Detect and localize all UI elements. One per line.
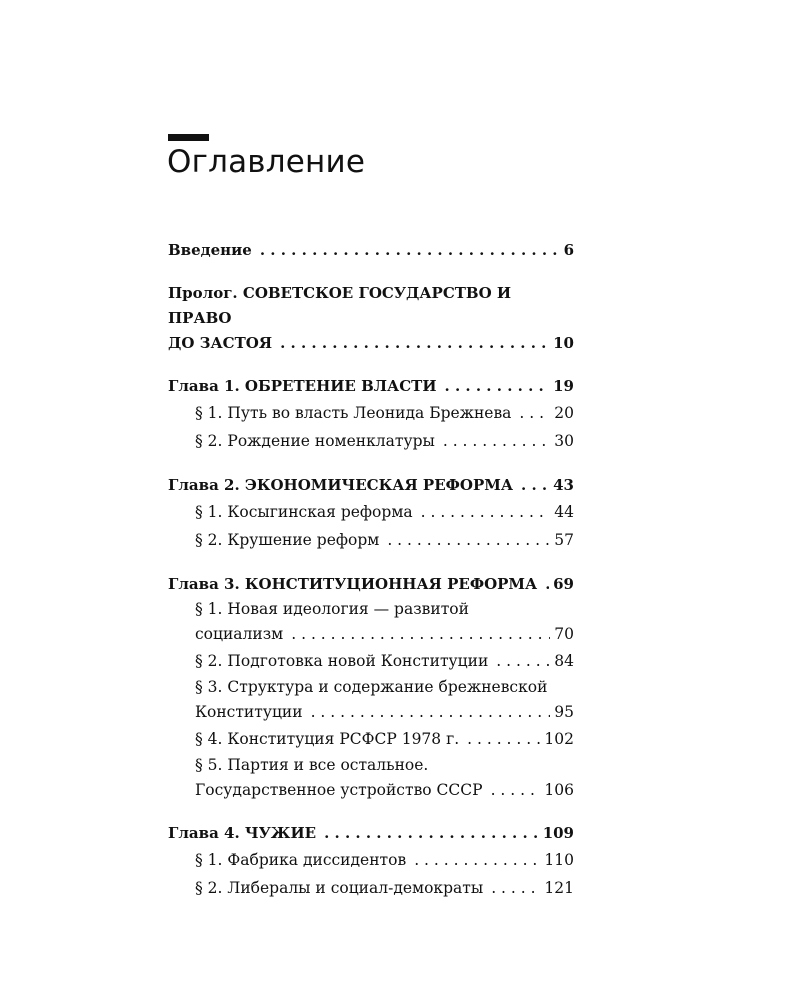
toc-entry-label: § 2. Рождение номенклатуры [195,432,435,450]
toc-section-3-3[interactable] [195,675,574,725]
toc-section-3-1[interactable] [195,597,574,647]
toc-chapter-2[interactable] [168,473,574,498]
table-of-contents [168,238,574,902]
toc-entry-label: § 1. Путь во власть Леонида Брежнева [195,404,512,422]
dot-leader [445,374,550,399]
toc-page-number: 30 [554,432,574,450]
dot-leader [519,399,550,427]
toc-page-number: 69 [553,575,574,593]
toc-entry-label: § 1. Фабрика диссидентов [195,851,407,869]
toc-entry-label-line2: Конституции [195,703,303,721]
toc-page-number: 106 [544,781,574,799]
toc-page-number: 20 [554,404,574,422]
toc-section-2-1[interactable] [195,498,574,526]
toc-page-number: 102 [544,730,574,748]
toc-entry-label: Глава 3. КОНСТИТУЦИОННАЯ РЕФОРМА [168,575,538,593]
toc-entry-label-line2: Государственное устройство СССР [195,781,483,799]
toc-page-number: 109 [542,824,574,842]
dot-leader [414,846,540,874]
toc-entry-label: § 2. Подготовка новой Конституции [195,652,489,670]
toc-entry-label: Введение [168,241,252,259]
toc-entry-prologue[interactable] [168,281,574,356]
toc-page-number: 10 [553,334,574,352]
toc-page-number: 95 [554,703,574,721]
toc-entry-label-line1: Пролог. СОВЕТСКОЕ ГОСУДАРСТВО И ПРАВО [168,284,512,327]
toc-page-number: 44 [554,503,574,521]
toc-entry-label-line2: ДО ЗАСТОЯ [168,334,273,352]
dot-leader [387,526,550,554]
dot-leader [421,498,551,526]
toc-entry-label: Глава 1. ОБРЕТЕНИЕ ВЛАСТИ [168,377,437,395]
toc-page-number: 57 [554,531,574,549]
toc-entry-label: § 1. Косыгинская реформа [195,503,413,521]
toc-section-3-5[interactable] [195,753,574,803]
dot-leader [545,572,549,597]
page-title: Оглавление [167,144,366,180]
toc-entry-label: § 2. Либералы и социал-демократы [195,879,484,897]
toc-page-number: 6 [563,241,574,259]
toc-chapter-3[interactable] [168,572,574,597]
toc-entry-label: Глава 4. ЧУЖИЕ [168,824,317,842]
toc-section-1-1[interactable] [195,399,574,427]
toc-entry-label: § 4. Конституция РСФСР 1978 г. [195,730,460,748]
toc-page-number: 19 [553,377,574,395]
toc-chapter-1[interactable] [168,374,574,399]
toc-page-number: 121 [544,879,574,897]
dot-leader [496,647,550,675]
toc-section-3-4[interactable] [195,725,574,753]
dot-leader [491,778,541,803]
dot-leader [280,331,549,356]
toc-section-4-2[interactable] [195,874,574,902]
toc-page-number: 84 [554,652,574,670]
toc-section-2-2[interactable] [195,526,574,554]
dot-leader [491,874,540,902]
dot-leader [467,725,540,753]
toc-entry-label-line1: § 5. Партия и все остальное. [195,756,429,774]
toc-entry-label: Глава 2. ЭКОНОМИЧЕСКАЯ РЕФОРМА [168,476,514,494]
toc-section-3-2[interactable] [195,647,574,675]
toc-entry-label: § 2. Крушение реформ [195,531,380,549]
heading-accent-bar [168,134,209,141]
dot-leader [260,238,560,263]
toc-entry-label-line2: социализм [195,625,284,643]
dot-leader [291,622,550,647]
dot-leader [311,700,551,725]
toc-page-number: 110 [544,851,574,869]
toc-entry-label-line1: § 1. Новая идеология — развитой [195,600,469,618]
toc-entry-intro[interactable] [168,238,574,263]
toc-page-number: 43 [553,476,574,494]
dot-leader [324,821,539,846]
dot-leader [521,473,549,498]
dot-leader [443,427,550,455]
toc-page-number: 70 [554,625,574,643]
toc-chapter-4[interactable] [168,821,574,846]
toc-entry-label-line1: § 3. Структура и содержание брежневской [195,678,548,696]
toc-section-1-2[interactable] [195,427,574,455]
toc-section-4-1[interactable] [195,846,574,874]
